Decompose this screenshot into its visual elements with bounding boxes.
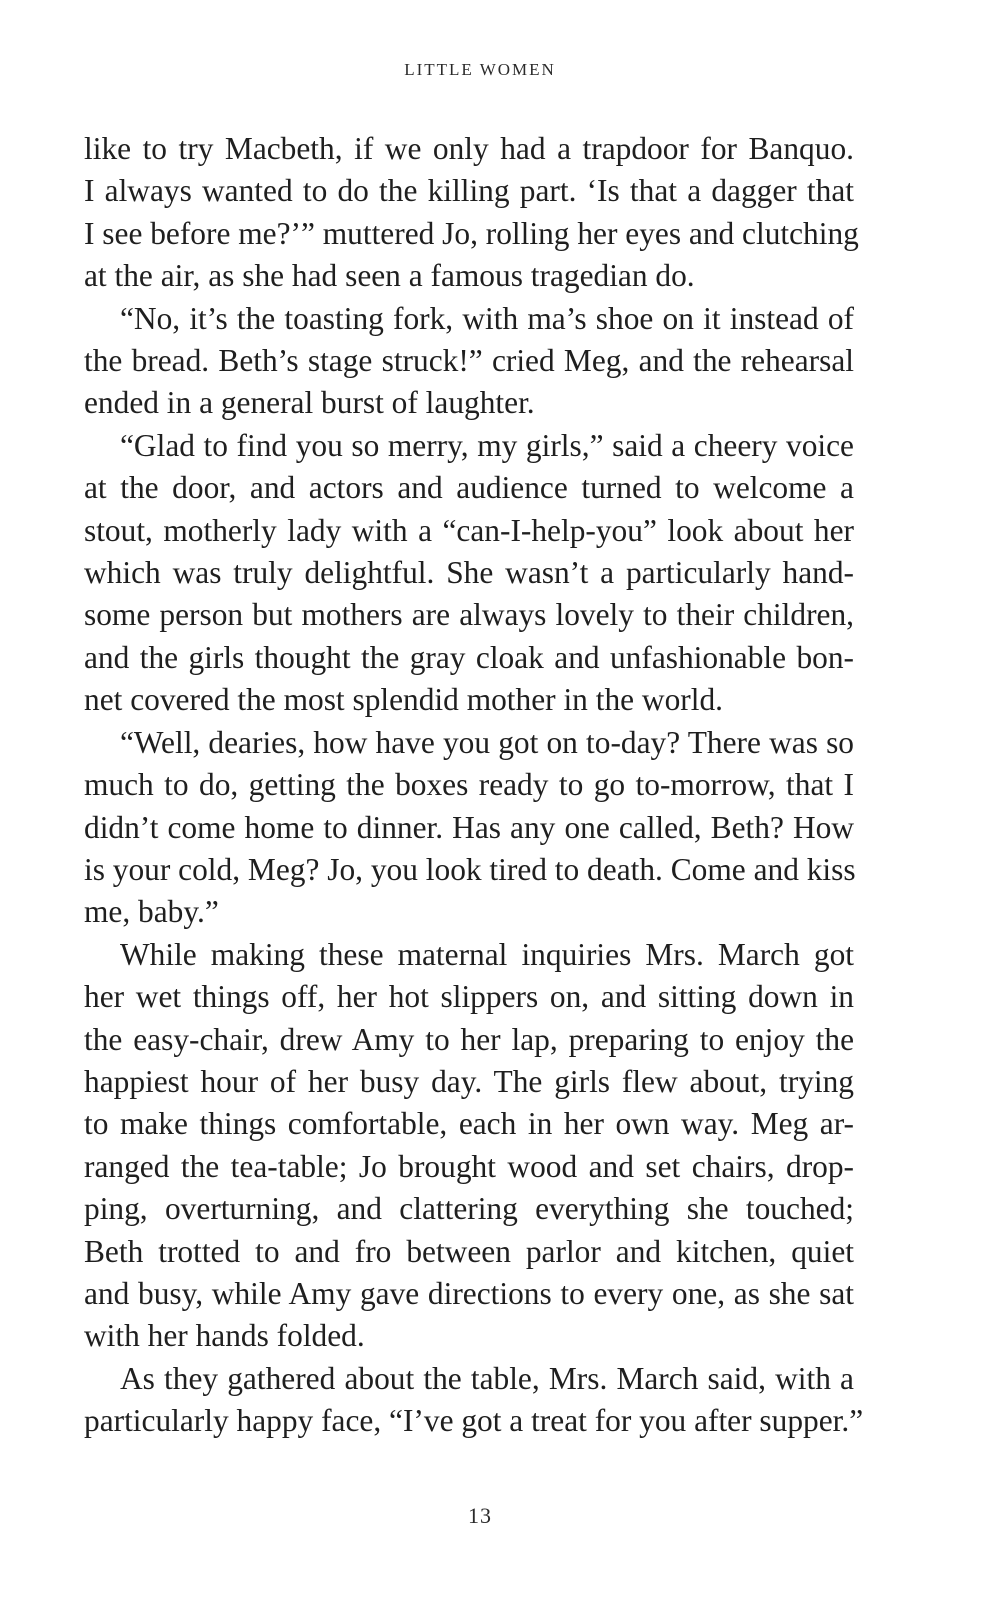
text-line: ranged the tea-table; Jo brought wood and set chairs, drop- [84, 1148, 854, 1184]
text-line: I always wanted to do the killing part. ‘Is that a dagger that [84, 173, 854, 209]
text-line: “Well, dearies, how have you got on to-day? There was so [120, 724, 854, 760]
page-number: 13 [468, 1503, 492, 1528]
text-line: didn’t come home to dinner. Has any one called, Beth? How [84, 809, 854, 845]
text-line: Beth trotted to and fro between parlor and kitchen, quiet [84, 1233, 854, 1269]
text-line: As they gathered about the table, Mrs. March said, with a [120, 1360, 854, 1396]
text-line: I see before me?’” muttered Jo, rolling her eyes and clutching [84, 215, 859, 251]
text-line: at the door, and actors and audience turned to welcome a [84, 470, 854, 506]
text-line: with her hands folded. [84, 1318, 365, 1354]
text-line: ended in a general burst of laughter. [84, 385, 535, 421]
text-line: “Glad to find you so merry, my girls,” said a cheery voice [120, 427, 854, 463]
text-line: and busy, while Amy gave directions to every one, as she sat [84, 1275, 854, 1311]
text-line: is your cold, Meg? Jo, you look tired to death. Come and kiss [84, 851, 856, 887]
text-line: to make things comfortable, each in her own way. Meg ar- [84, 1106, 854, 1142]
text-line: particularly happy face, “I’ve got a treat for you after supper.” [84, 1403, 864, 1439]
running-head: LITTLE WOMEN [404, 60, 556, 79]
text-line: stout, motherly lady with a “can-I-help-you” look about her [84, 512, 854, 548]
text-line: like to try Macbeth, if we only had a trapdoor for Banquo. [84, 131, 854, 166]
text-line: me, baby.” [84, 894, 219, 930]
text-line: the bread. Beth’s stage struck!” cried Meg, and the rehearsal [84, 343, 854, 379]
text-line: which was truly delightful. She wasn’t a particularly hand- [84, 555, 854, 591]
text-line: some person but mothers are always lovely to their children, [84, 597, 854, 633]
text-line: at the air, as she had seen a famous tragedian do. [84, 258, 695, 294]
text-line: happiest hour of her busy day. The girls flew about, trying [84, 1063, 854, 1099]
body-text [84, 128, 864, 1443]
text-line: much to do, getting the boxes ready to go to-morrow, that I [84, 767, 854, 803]
text-line: “No, it’s the toasting fork, with ma’s shoe on it instead of [120, 300, 854, 336]
text-line: ping, overturning, and clattering everything she touched; [84, 1191, 854, 1227]
text-line: While making these maternal inquiries Mrs. March got [120, 936, 854, 972]
text-line: the easy-chair, drew Amy to her lap, preparing to enjoy the [84, 1021, 854, 1057]
text-line: her wet things off, her hot slippers on, and sitting down in [84, 979, 854, 1015]
text-line: and the girls thought the gray cloak and unfashionable bon- [84, 639, 854, 675]
text-line: net covered the most splendid mother in the world. [84, 682, 724, 718]
